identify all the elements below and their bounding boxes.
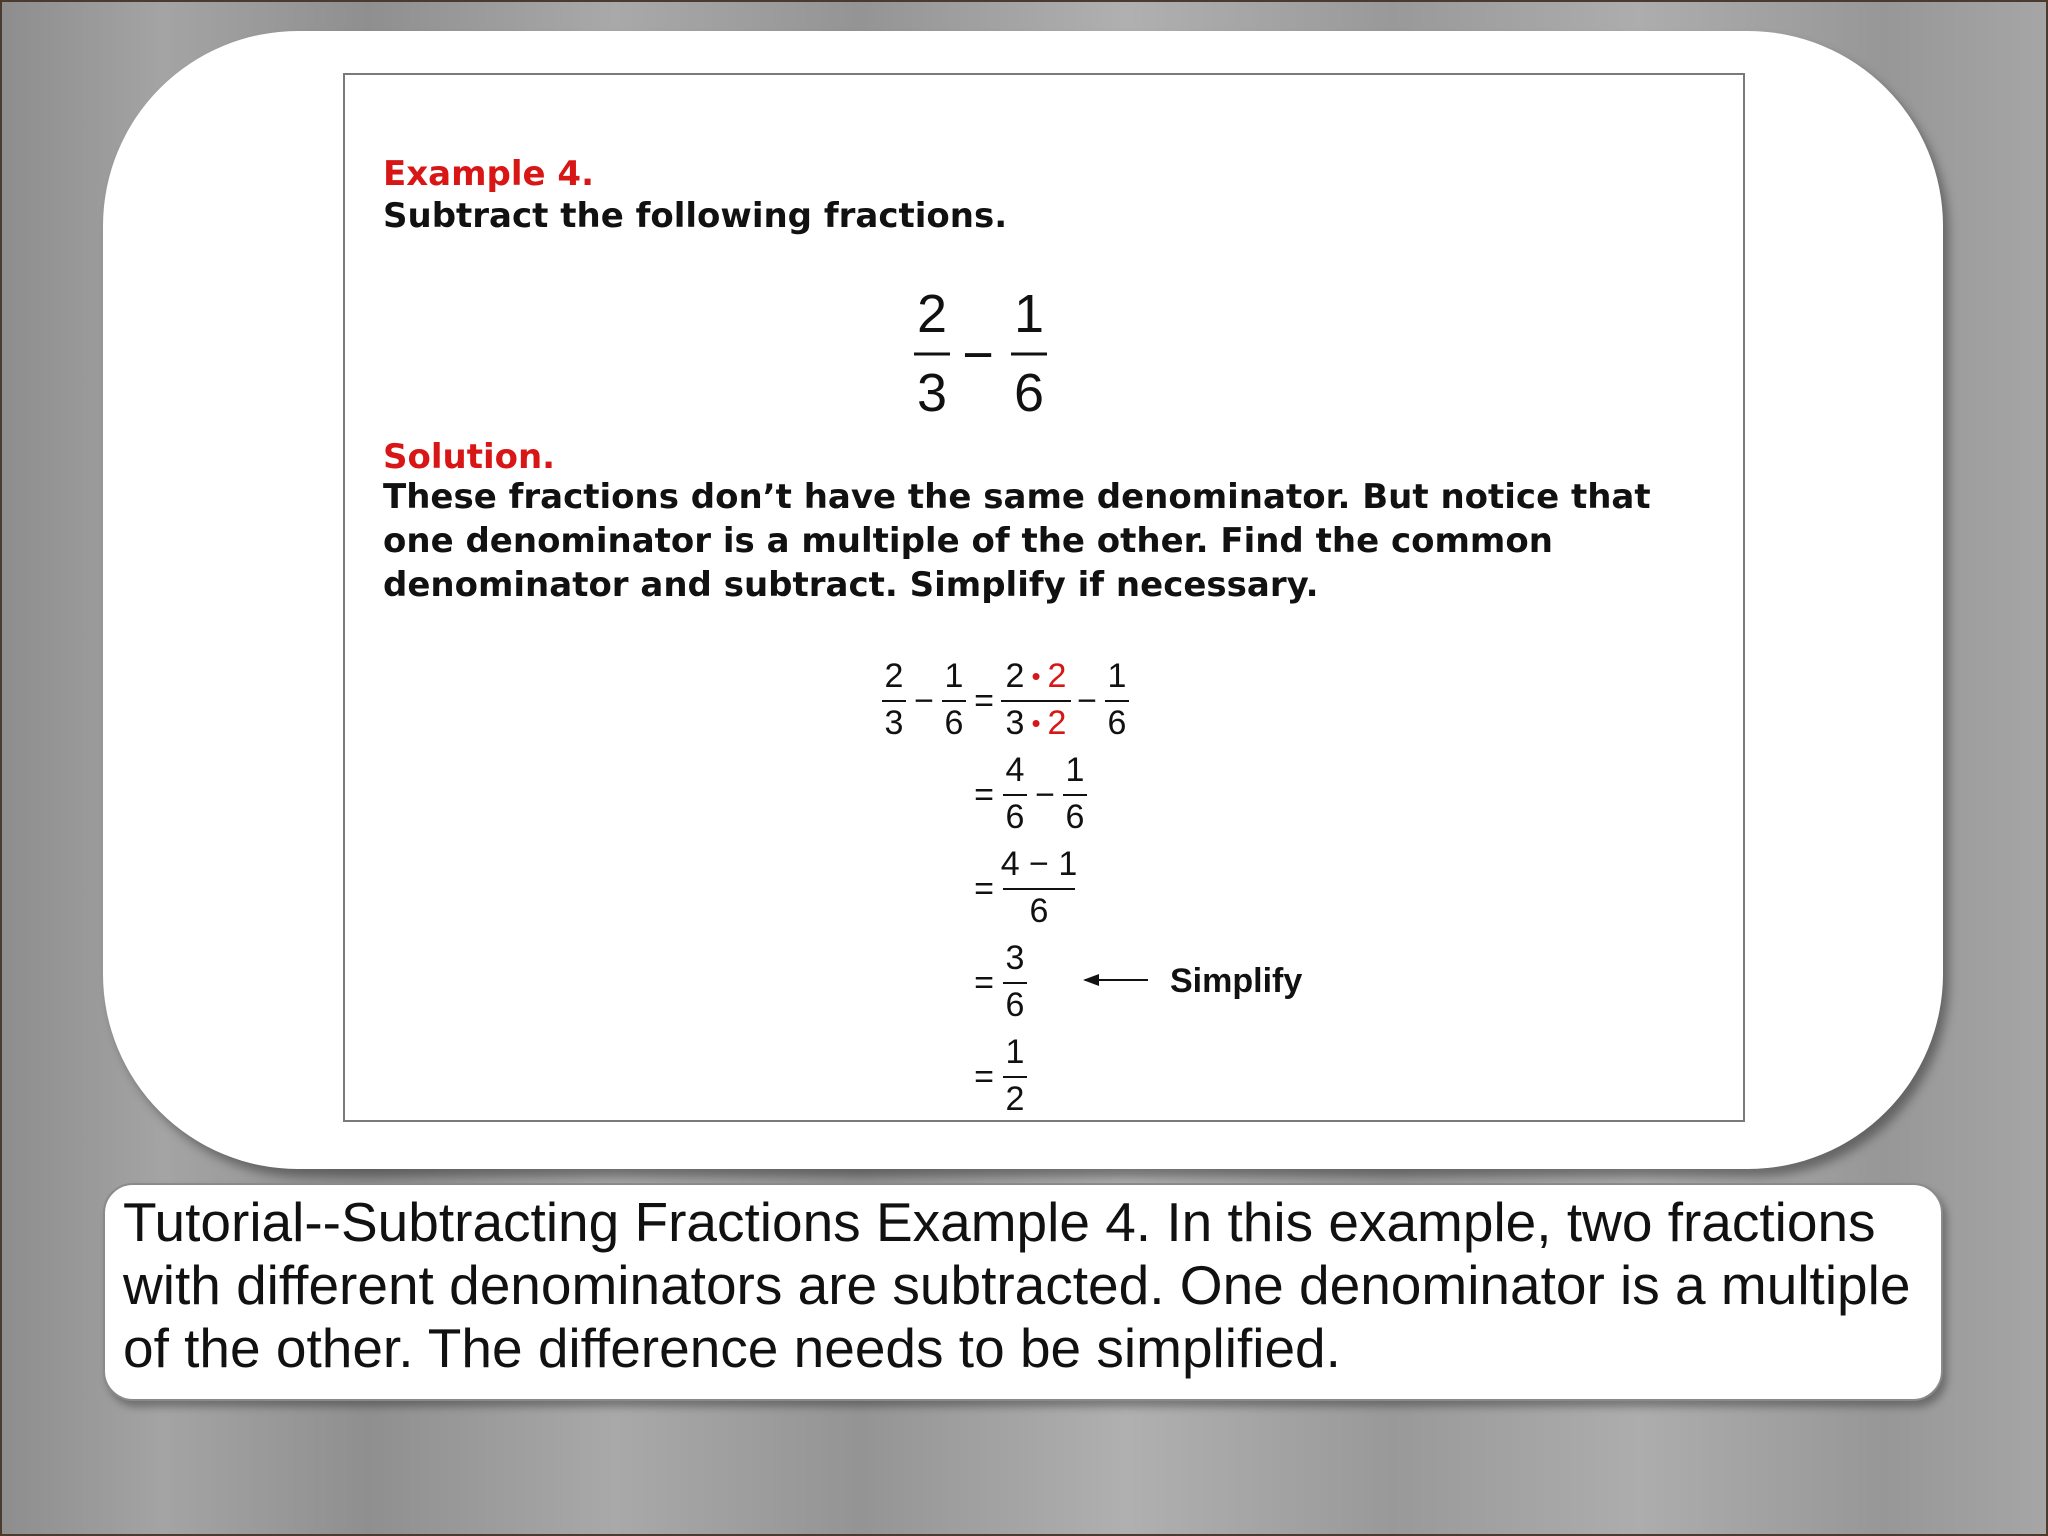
step1-d4: 6 — [1107, 704, 1127, 742]
step5-denominator: 2 — [1005, 1080, 1025, 1118]
problem-a-numerator: 2 — [916, 284, 948, 344]
example-title: Example 4. — [383, 154, 594, 194]
problem-b-numerator: 1 — [1013, 284, 1045, 344]
step-line-4 — [974, 939, 1302, 1024]
step-line-2 — [974, 751, 1087, 836]
step1-minus1: − — [914, 682, 934, 720]
step1-d3b: 2 — [1047, 704, 1067, 742]
step4-denominator: 6 — [1005, 986, 1025, 1024]
lesson-slide — [343, 73, 1745, 1122]
step2-d2: 6 — [1065, 798, 1085, 836]
step2-minus: − — [1035, 776, 1055, 814]
step3-numerator: 4 − 1 — [1000, 845, 1078, 883]
caption-box — [103, 1183, 1943, 1401]
step2-n1: 4 — [1005, 751, 1025, 789]
step3-equals: = — [974, 870, 994, 908]
solution-text: These fractions don’t have the same denominator. But notice that one denominator is a multiple of the other. Find the common denominator and subtract. Simplify if necessary. — [383, 477, 1651, 605]
step1-dot-num: • — [1031, 661, 1041, 691]
step1-d2: 6 — [944, 704, 964, 742]
step1-dot-den: • — [1031, 708, 1041, 738]
step2-d1: 6 — [1005, 798, 1025, 836]
step4-numerator: 3 — [1005, 939, 1025, 977]
step1-n1: 2 — [884, 657, 904, 695]
caption-text: Tutorial--Subtracting Fractions Example 4. In this example, two fractions with different denominators are subtracted. One denominator is a multiple of the other. The difference needs to be simplified. — [123, 1191, 1911, 1379]
step1-d3a: 3 — [1005, 704, 1025, 742]
step1-n4: 1 — [1107, 657, 1127, 695]
step3-denominator: 6 — [1029, 892, 1049, 930]
step1-n2: 1 — [944, 657, 964, 695]
problem-minus: − — [962, 325, 994, 385]
step-line-1 — [882, 657, 1129, 742]
problem-a-denominator: 3 — [916, 363, 948, 423]
step4-equals: = — [974, 964, 994, 1002]
step2-equals: = — [974, 776, 994, 814]
instruction-text: Subtract the following fractions. — [383, 196, 1008, 236]
step1-minus2: − — [1077, 682, 1097, 720]
step1-d1: 3 — [884, 704, 904, 742]
step-line-3 — [974, 845, 1077, 930]
step-line-5 — [974, 1033, 1027, 1118]
step1-equals: = — [974, 682, 994, 720]
solution-title: Solution. — [383, 437, 556, 477]
simplify-note: Simplify — [1170, 962, 1303, 1000]
problem-b-denominator: 6 — [1013, 363, 1045, 423]
left-arrow-icon — [1083, 974, 1099, 986]
step5-equals: = — [974, 1058, 994, 1096]
step1-n3b: 2 — [1047, 657, 1067, 695]
step1-n3a: 2 — [1005, 657, 1025, 695]
step5-numerator: 1 — [1005, 1033, 1025, 1071]
step2-n2: 1 — [1065, 751, 1085, 789]
